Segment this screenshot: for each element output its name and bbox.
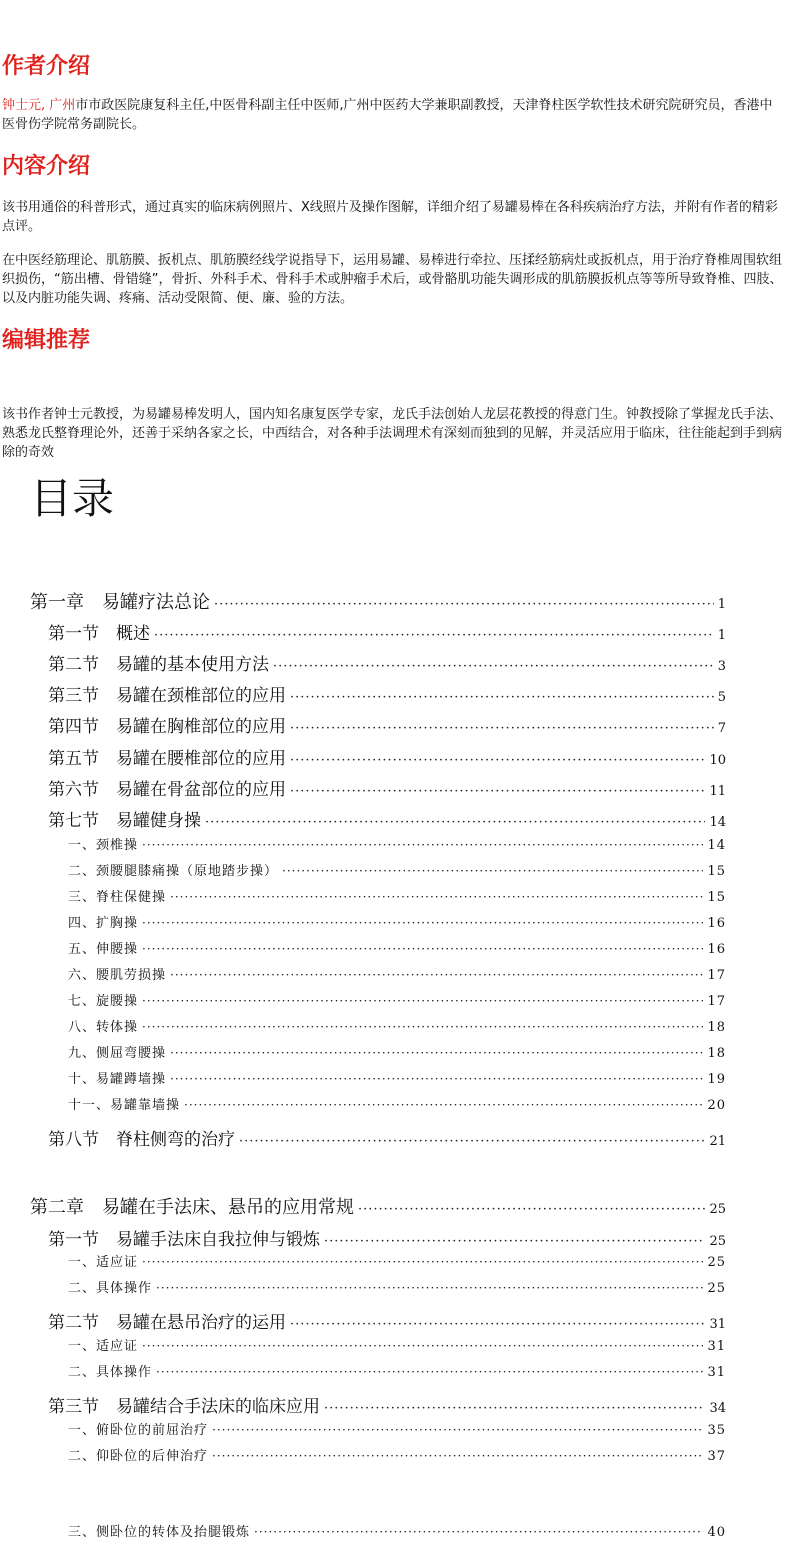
- toc-entry-label: 第五节 易罐在腰椎部位的应用: [48, 749, 286, 769]
- toc-dot-leader: [170, 890, 703, 904]
- toc-page-number: 5: [717, 690, 726, 705]
- toc-page-number: 11: [709, 784, 726, 799]
- toc-page-number: 16: [707, 942, 726, 957]
- toc-dot-leader: [290, 784, 705, 799]
- content-paragraph-2: 在中医经筋理论、肌筋膜、扳机点、肌筋膜经线学说指导下，运用易罐、易棒进行牵拉、压揉经筋病灶或扳机点，用于治疗脊椎周围软组织损伤，“筋出槽、骨错缝”，骨折、外科手术、骨科手术或肿瘤手术后，或骨骼肌功能失调形成的肌筋膜扳机点等等所导致脊椎、四肢、以及内脏功能失调、疼痛、活动受限简、便、廉、验的方法。: [2, 253, 783, 306]
- toc-entry-label: 二、颈腰腿膝痛操（原地踏步操）: [68, 864, 279, 879]
- toc-dot-leader: [273, 659, 714, 674]
- toc-entry-label: 二、具体操作: [68, 1281, 153, 1296]
- toc-section-row: [48, 1392, 726, 1417]
- toc-entry-label: 第四节 易罐在胸椎部位的应用: [48, 717, 286, 737]
- toc-dot-leader: [142, 838, 703, 852]
- toc-subsection-row: [68, 834, 726, 853]
- toc-page-number: 25: [707, 1255, 726, 1270]
- toc-entry-label: 二、仰卧位的后伸治疗: [68, 1449, 209, 1464]
- toc-page-number: 14: [709, 815, 726, 830]
- toc-dot-leader: [170, 1046, 703, 1060]
- toc-subsection-row: [68, 860, 726, 879]
- toc-section-row: [48, 712, 726, 737]
- toc-section-row: [48, 650, 726, 675]
- toc-page-number: 25: [709, 1202, 726, 1217]
- toc-page-number: 31: [707, 1339, 726, 1354]
- toc-title: 目录: [30, 474, 115, 523]
- toc-entry-label: 第一节 易罐手法床自我拉伸与锻炼: [48, 1230, 320, 1250]
- toc-entry-label: 第三节 易罐在颈椎部位的应用: [48, 686, 286, 706]
- toc-section-row: [48, 1308, 726, 1333]
- toc-subsection-row: [68, 1042, 726, 1061]
- toc-dot-leader: [212, 1449, 703, 1463]
- toc-dot-leader: [282, 864, 703, 878]
- toc-dot-leader: [170, 1072, 703, 1086]
- toc-entry-label: 第一节 概述: [48, 624, 150, 644]
- toc-entry-label: 十一、易罐靠墙操: [68, 1098, 181, 1113]
- toc-dot-leader: [142, 994, 703, 1008]
- toc-page-number: 31: [707, 1365, 726, 1380]
- toc-dot-leader: [154, 628, 714, 643]
- toc-entry-label: 第二节 易罐在悬吊治疗的运用: [48, 1313, 286, 1333]
- toc-dot-leader: [184, 1098, 703, 1112]
- toc-page-number: 17: [707, 994, 726, 1009]
- toc-chapter-row: [30, 1193, 726, 1219]
- toc-dot-leader: [212, 1423, 703, 1437]
- toc-section-row: [48, 1125, 726, 1150]
- toc-subsection-row: [68, 1016, 726, 1035]
- toc-entry-label: 第一章 易罐疗法总论: [30, 592, 210, 613]
- toc-section-row: [48, 775, 726, 800]
- toc-dot-leader: [142, 942, 703, 956]
- toc-entry-label: 第七节 易罐健身操: [48, 811, 201, 831]
- toc-page-number: 34: [709, 1401, 726, 1416]
- toc-entry-label: 四、扩胸操: [68, 916, 139, 931]
- toc-chapter-row: [30, 588, 726, 614]
- toc-section-row: [48, 619, 726, 644]
- toc-dot-leader: [156, 1281, 703, 1295]
- toc-subsection-row: [68, 1277, 726, 1296]
- toc-dot-leader: [290, 721, 714, 736]
- content-heading: 内容介绍: [2, 154, 91, 179]
- toc-subsection-row: [68, 1068, 726, 1087]
- toc-entry-label: 十、易罐蹲墙操: [68, 1072, 167, 1087]
- toc-section-row: [48, 681, 726, 706]
- editor-paragraph: 该书作者钟士元教授，为易罐易棒发明人，国内知名康复医学专家，龙氏手法创始人龙层花教授的得意门生。钟教授除了掌握龙氏手法、熟悉龙氏整脊理论外，还善于采纳各家之长，中西结合，对各种手法调理术有深刻而独到的见解，并灵活应用于临床，往往能起到手到病除的奇效: [2, 407, 783, 460]
- toc-dot-leader: [290, 753, 705, 768]
- toc-dot-leader: [156, 1365, 703, 1379]
- author-heading: 作者介绍: [2, 54, 91, 79]
- toc-entry-label: 三、脊柱保健操: [68, 890, 167, 905]
- toc-dot-leader: [254, 1525, 703, 1539]
- toc-page-number: 16: [707, 916, 726, 931]
- toc-entry-label: 九、侧屈弯腰操: [68, 1046, 167, 1061]
- toc-page-number: 18: [707, 1020, 726, 1035]
- toc-dot-leader: [142, 1255, 703, 1269]
- toc-entry-label: 一、适应证: [68, 1339, 139, 1354]
- toc-section-row: [48, 806, 726, 831]
- toc-entry-label: 六、腰肌劳损操: [68, 968, 167, 983]
- toc-page-number: 18: [707, 1046, 726, 1061]
- toc-page-number: 15: [707, 890, 726, 905]
- toc-page-number: 40: [707, 1525, 726, 1540]
- toc-page-number: 1: [717, 628, 726, 643]
- toc-entry-label: 一、适应证: [68, 1255, 139, 1270]
- author-bio-text: 市市政医院康复科主任,中医骨科副主任中医师,广州中医药大学兼职副教授，天津脊柱医学软性技术研究院研究员，香港中医骨伤学院常务副院长。: [2, 98, 773, 132]
- toc-dot-leader: [142, 1020, 703, 1034]
- toc-entry-label: 五、伸腰操: [68, 942, 139, 957]
- toc-subsection-row: [68, 964, 726, 983]
- toc-page-number: 37: [707, 1449, 726, 1464]
- toc-dot-leader: [214, 597, 714, 612]
- toc-entry-label: 一、颈椎操: [68, 838, 139, 853]
- toc-dot-leader: [358, 1202, 705, 1217]
- toc-section-row: [48, 1225, 726, 1250]
- toc-subsection-row: [68, 912, 726, 931]
- toc-page-number: 20: [707, 1098, 726, 1113]
- toc-dot-leader: [239, 1134, 705, 1149]
- toc-subsection-row: [68, 886, 726, 905]
- toc-subsection-row: [68, 990, 726, 1009]
- toc-entry-label: 第六节 易罐在骨盆部位的应用: [48, 780, 286, 800]
- toc-dot-leader: [142, 916, 703, 930]
- toc-page-number: 19: [707, 1072, 726, 1087]
- toc-page-number: 10: [709, 753, 726, 768]
- content-paragraph-1: 该书用通俗的科普形式，通过真实的临床病例照片、X线照片及操作图解，详细介绍了易罐易棒在各科疾病治疗方法，并附有作者的精彩点评。: [2, 200, 778, 234]
- toc-subsection-row: [68, 1445, 726, 1464]
- toc-page-number: 31: [709, 1317, 726, 1332]
- toc-subsection-row: [68, 1094, 726, 1113]
- toc-page-number: 25: [707, 1281, 726, 1296]
- toc-entry-label: 第三节 易罐结合手法床的临床应用: [48, 1397, 320, 1417]
- toc-entry-label: 三、侧卧位的转体及抬腿锻炼: [68, 1525, 251, 1540]
- toc-subsection-row: [68, 1335, 726, 1354]
- toc-dot-leader: [290, 690, 714, 705]
- toc-subsection-row: [68, 1361, 726, 1380]
- toc-dot-leader: [170, 968, 703, 982]
- author-name: 钟士元, 广州: [2, 98, 76, 113]
- toc-page-number: 15: [707, 864, 726, 879]
- toc-entry-label: 八、转体操: [68, 1020, 139, 1035]
- toc-dot-leader: [290, 1317, 705, 1332]
- toc-dot-leader: [205, 815, 705, 830]
- toc-page-number: 3: [717, 659, 726, 674]
- toc-subsection-row: [68, 1521, 726, 1540]
- author-bio: [2, 96, 784, 134]
- toc-entry-label: 七、旋腰操: [68, 994, 139, 1009]
- toc-page-number: 25: [709, 1234, 726, 1249]
- toc-page-number: 14: [707, 838, 726, 853]
- toc-dot-leader: [324, 1401, 705, 1416]
- toc-entry-label: 第八节 脊柱侧弯的治疗: [48, 1130, 235, 1150]
- toc-section-row: [48, 744, 726, 769]
- toc-page-number: 21: [709, 1134, 726, 1149]
- toc-dot-leader: [324, 1234, 705, 1249]
- toc-subsection-row: [68, 1419, 726, 1438]
- toc-page-number: 17: [707, 968, 726, 983]
- toc-page-number: 1: [717, 597, 726, 612]
- toc-entry-label: 第二章 易罐在手法床、悬吊的应用常规: [30, 1197, 354, 1218]
- toc-entry-label: 二、具体操作: [68, 1365, 153, 1380]
- toc-page-number: 35: [707, 1423, 726, 1438]
- toc-subsection-row: [68, 1251, 726, 1270]
- toc-page-number: 7: [717, 721, 726, 736]
- toc-entry-label: 一、俯卧位的前屈治疗: [68, 1423, 209, 1438]
- toc-dot-leader: [142, 1339, 703, 1353]
- toc-entry-label: 第二节 易罐的基本使用方法: [48, 655, 269, 675]
- toc-subsection-row: [68, 938, 726, 957]
- editor-heading: 编辑推荐: [2, 328, 91, 353]
